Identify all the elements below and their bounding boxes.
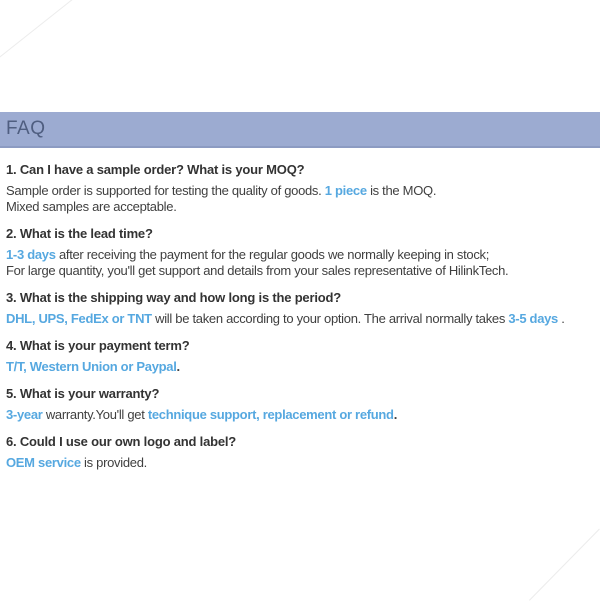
faq-answer-line	[6, 247, 594, 263]
faq-section-title: FAQ	[6, 118, 46, 139]
faq-answer-line	[6, 183, 594, 199]
faq-question: 2. What is the lead time?	[6, 226, 153, 241]
highlighted-text: 3-5 days	[508, 311, 558, 326]
corner-decorative-line-top-left	[0, 0, 73, 58]
answer-text: warranty.You'll get	[42, 407, 148, 422]
faq-answer-line	[6, 455, 594, 471]
highlighted-text: OEM service	[6, 455, 81, 470]
faq-answer	[6, 407, 594, 423]
faq-answer	[6, 455, 594, 471]
faq-header-bar	[0, 112, 600, 148]
answer-text: after receiving the payment for the regular goods we normally keeping in stock;	[55, 247, 490, 262]
faq-answer	[6, 183, 594, 215]
answer-text: will be taken according to your option. The arrival normally takes	[151, 311, 509, 326]
faq-question: 1. Can I have a sample order? What is your MOQ?	[6, 162, 305, 177]
answer-text: is the MOQ.	[366, 183, 437, 198]
answer-text: is provided.	[80, 455, 147, 470]
answer-text: For large quantity, you'll get support and details from your sales representative of HilinkTech.	[6, 263, 509, 278]
faq-item-1	[6, 162, 594, 215]
highlighted-text: 1 piece	[324, 183, 367, 198]
faq-item-3	[6, 290, 594, 327]
faq-item-5	[6, 386, 594, 423]
faq-answer	[6, 311, 594, 327]
faq-question: 4. What is your payment term?	[6, 338, 190, 353]
answer-text: .	[393, 407, 398, 422]
faq-item-4	[6, 338, 594, 375]
corner-decorative-line-bottom-right	[529, 529, 600, 601]
highlighted-text: 1-3 days	[6, 247, 56, 262]
faq-answer-line	[6, 311, 594, 327]
faq-item-2	[6, 226, 594, 279]
faq-answer-line	[6, 359, 594, 375]
faq-answer-line	[6, 407, 594, 423]
answer-text: Mixed samples are acceptable.	[6, 199, 177, 214]
highlighted-text: T/T, Western Union or Paypal	[6, 359, 177, 374]
highlighted-text: 3-year	[6, 407, 43, 422]
highlighted-text: DHL, UPS, FedEx or TNT	[6, 311, 152, 326]
faq-answer	[6, 359, 594, 375]
faq-item-6	[6, 434, 594, 471]
highlighted-text: technique support, replacement or refund	[147, 407, 394, 422]
faq-list	[6, 162, 594, 482]
answer-text: .	[558, 311, 565, 326]
faq-answer	[6, 247, 594, 279]
faq-question: 3. What is the shipping way and how long is the period?	[6, 290, 341, 305]
faq-answer-line	[6, 199, 594, 215]
faq-answer-line	[6, 263, 594, 279]
answer-text: .	[176, 359, 180, 374]
faq-question: 5. What is your warranty?	[6, 386, 160, 401]
answer-text: Sample order is supported for testing the quality of goods.	[6, 183, 325, 198]
faq-question: 6. Could I use our own logo and label?	[6, 434, 237, 449]
